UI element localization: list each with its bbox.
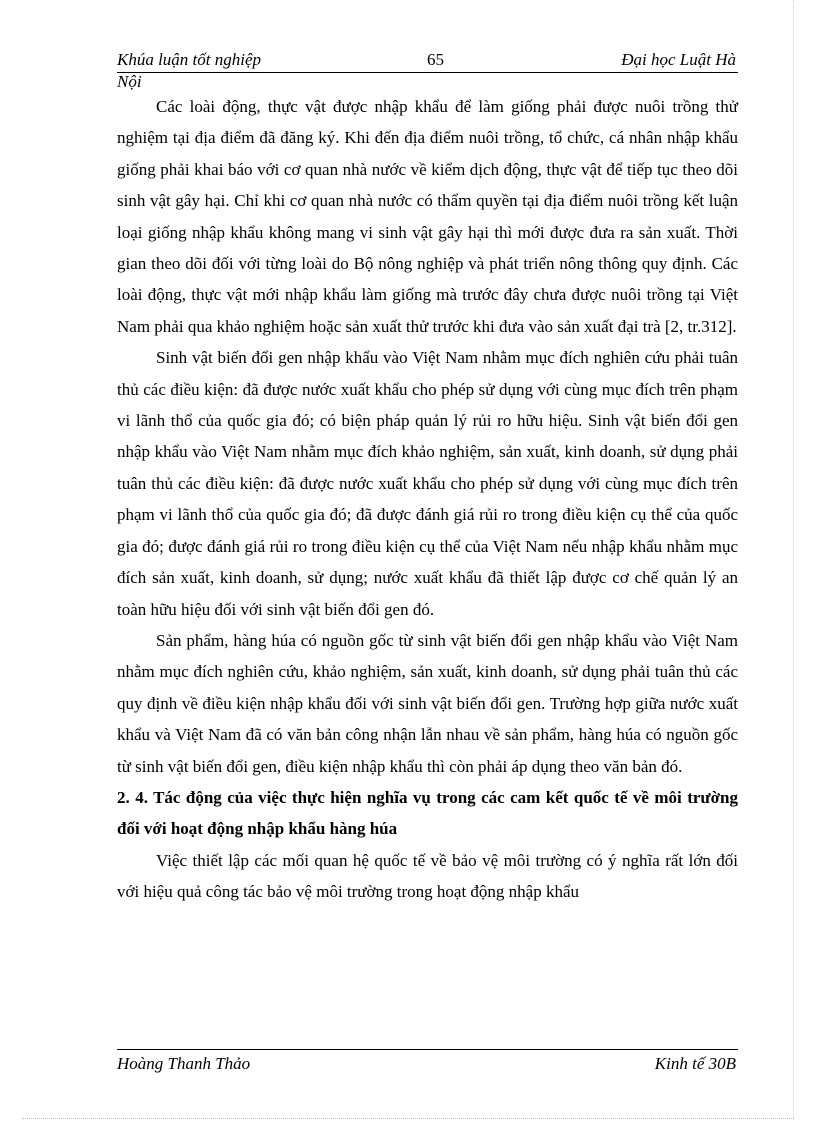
footer-author: Hoàng Thanh Thảo: [117, 1054, 251, 1073]
footer-rule: [117, 1049, 738, 1050]
section-heading: 2. 4. Tác động của việc thực hiện nghĩa vụ trong các cam kết quốc tế về môi trường đối với hoạt động nhập khẩu hàng húa: [117, 787, 738, 839]
paragraph-international-relations: Việc thiết lập các mối quan hệ quốc tế về bảo vệ môi trường có ý nghĩa rất lớn đối với hiệu quả công tác bảo vệ môi trường trong hoạt động nhập khẩu: [117, 850, 738, 902]
header-thesis-title: Khúa luận tốt nghiệp: [117, 50, 262, 69]
header-university-wrap: Nội: [117, 72, 142, 91]
page-number: 65: [427, 50, 444, 69]
footer-class: Kinh tế 30B: [654, 1054, 736, 1073]
header-rule: [117, 72, 738, 73]
header-university: Đại học Luật Hà: [621, 50, 736, 69]
page-edge-bottom: [22, 1118, 794, 1119]
page-header: [117, 46, 738, 72]
paragraph-seed-import: Các loài động, thực vật được nhập khẩu để làm giống phải được nuôi trồng thử nghiệm tại địa điểm đã đăng ký. Khi đến địa điểm nuôi trồng, tổ chức, cá nhân nhập khẩu giống phải khai báo với cơ quan nhà nước về kiểm dịch động, thực vật để tiếp tục theo dõi sinh vật gây hại. Chỉ khi cơ quan nhà nước có thẩm quyền tại địa điểm nuôi trồng kết luận loại giống nhập khẩu không mang vi sinh vật gây hại thì mới được đưa ra sản xuất. Thời gian theo dõi đối với từng loài do Bộ nông nghiệp và phát triển nông thông quy định. Các loài động, thực vật mới nhập khẩu làm giống mà trước đây chưa được nuôi trồng tại Việt Nam phải qua khảo nghiệm hoặc sản xuất thử trước khi đưa vào sản xuất đại trà [2, tr.312].: [117, 97, 738, 336]
paragraph-gmo-products: Sản phẩm, hàng húa có nguồn gốc từ sinh vật biến đổi gen nhập khẩu vào Việt Nam nhằm mục đích nghiên cứu, khảo nghiệm, sản xuất, kinh doanh, sử dụng phải tuân thủ các quy định về điều kiện nhập khẩu đối với sinh vật biến đổi gen. Trường hợp giữa nước xuất khẩu và Việt Nam đã có văn bản công nhận lẫn nhau về sản phẩm, hàng húa có nguồn gốc từ sinh vật biến đổi gen, điều kiện nhập khẩu thì còn phải áp dụng theo văn bản đó.: [117, 630, 738, 776]
paragraph-gmo-import: Sinh vật biến đổi gen nhập khẩu vào Việt Nam nhằm mục đích nghiên cứu phải tuân thủ các điều kiện: đã được nước xuất khẩu cho phép sử dụng với cùng mục đích trên phạm vi lãnh thổ của quốc gia đó; có biện pháp quản lý rủi ro hữu hiệu. Sinh vật biến đổi gen nhập khẩu vào Việt Nam nhằm mục đích khảo nghiệm, sản xuất, kinh doanh, sử dụng phải tuân thủ các điều kiện: đã được nước xuất khẩu cho phép sử dụng với cùng mục đích trên phạm vi lãnh thổ của quốc gia đó; đã được đánh giá rủi ro trong điều kiện cụ thể của quốc gia đó; được đánh giá rủi ro trong điều kiện cụ thể của Việt Nam nếu nhập khẩu nhằm mục đích sản xuất, kinh doanh, sử dụng; nước xuất khẩu đã thiết lập được cơ chế quản lý an toàn hữu hiệu đối với sinh vật biến đổi gen đó.: [117, 348, 738, 619]
page-edge-right: [793, 0, 794, 1120]
document-body: [117, 91, 738, 908]
